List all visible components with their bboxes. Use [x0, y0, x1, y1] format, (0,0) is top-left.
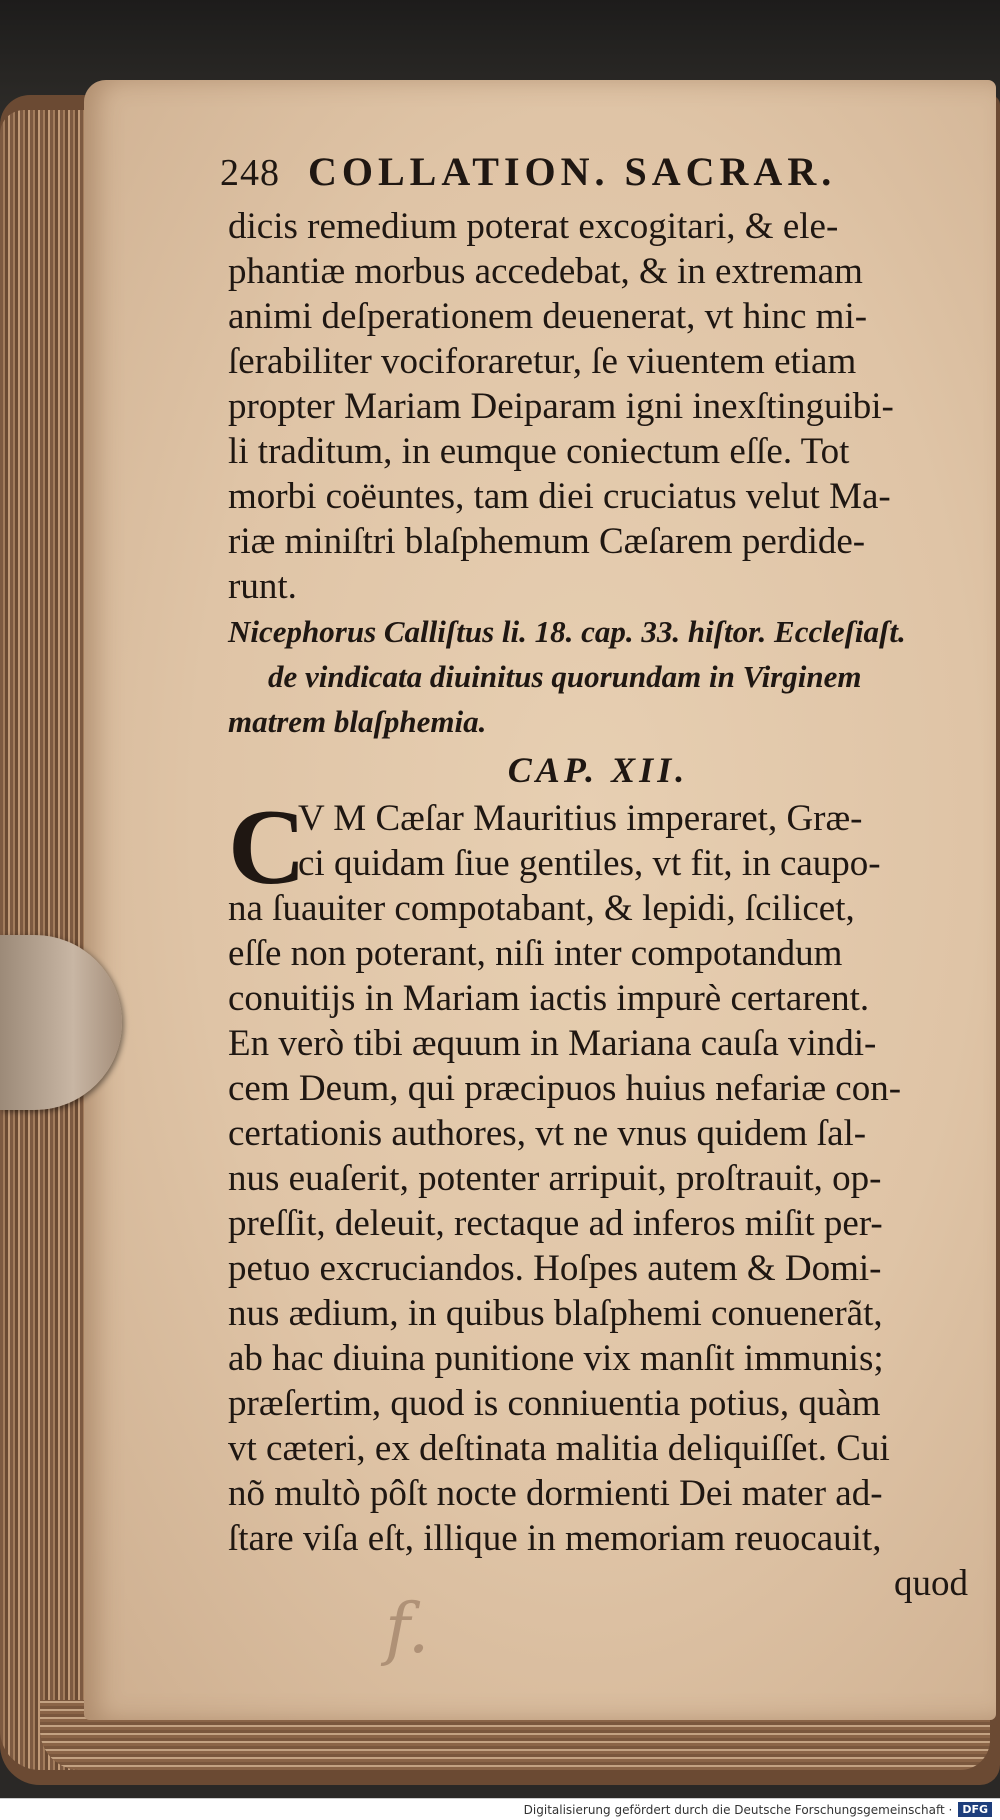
- citation-line: de vindicata diuinitus quorundam in Virginem: [268, 659, 862, 694]
- text-line: ci quidam ſiue gentiles, vt fit, in caupo-: [298, 843, 881, 884]
- chapter-heading: CAP. XII.: [507, 750, 689, 790]
- text-line: certationis authores, vt ne vnus quidem ſal-: [228, 1113, 867, 1154]
- text-line: ſerabiliter vociforaretur, ſe viuentem etiam: [228, 341, 857, 382]
- body-paragraph: [228, 204, 968, 609]
- text-line: En verò tibi æquum in Mariana cauſa vindi-: [228, 1023, 877, 1064]
- text-line: phantiæ morbus accedebat, & in extremam: [228, 251, 863, 292]
- source-citation: [228, 609, 968, 744]
- page-header: [220, 148, 968, 204]
- citation-line: Nicephorus Calliſtus li. 18. cap. 33. hiſtor. Eccleſiaſt.: [228, 614, 906, 649]
- text-line: nõ multò pôſt nocte dormienti Dei mater ad-: [228, 1473, 883, 1514]
- page-number: 248: [220, 152, 280, 194]
- text-line: propter Mariam Deiparam igni inexſtinguibi-: [228, 386, 894, 427]
- text-line: na ſuauiter compotabant, & lepidi, ſcilicet,: [228, 888, 855, 929]
- text-line: petuo excruciandos. Hoſpes autem & Domi-: [228, 1248, 882, 1289]
- text-line: conuitijs in Mariam iactis impurè certarent.: [228, 978, 870, 1019]
- text-line: vt cæteri, ex deſtinata malitia deliquiſſet. Cui: [228, 1428, 890, 1469]
- text-line: runt.: [228, 566, 297, 607]
- running-title: COLLATION. SACRAR.: [308, 149, 837, 194]
- text-line: nus ædium, in quibus blaſphemi conuenerãt,: [228, 1293, 883, 1334]
- pencil-folio-mark: f.: [385, 1590, 430, 1669]
- text-line: V M Cæſar Mauritius imperaret, Græ-: [298, 798, 863, 839]
- text-line: ſtare viſa eſt, illique in memoriam reuocauit,: [228, 1518, 882, 1559]
- dfg-logo: DFG: [958, 1802, 992, 1817]
- text-line: animi deſperationem deuenerat, vt hinc mi-: [228, 296, 868, 337]
- page-text: [220, 148, 968, 1606]
- text-line: preſſit, deleuit, rectaque ad inferos miſit per-: [228, 1203, 883, 1244]
- text-line: li traditum, in eumque coniectum eſſe. Tot: [228, 431, 850, 472]
- text-line: riæ miniſtri blaſphemum Cæſarem perdide-: [228, 521, 866, 562]
- citation-line: matrem blaſphemia.: [228, 704, 487, 739]
- text-line: nus euaſerit, potenter arripuit, proſtrauit, op-: [228, 1158, 882, 1199]
- text-line: cem Deum, qui præcipuos huius nefariæ con-: [228, 1068, 902, 1109]
- text-line: præſertim, quod is conniuentia potius, quàm: [228, 1383, 881, 1424]
- catchword: quod: [894, 1563, 968, 1604]
- digitization-credit: Digitalisierung gefördert durch die Deutsche Forschungsgemeinschaft ·: [523, 1802, 953, 1817]
- drop-cap: C: [228, 788, 306, 907]
- digitization-credit-bar: [0, 1798, 1000, 1820]
- text-line: morbi coëuntes, tam diei cruciatus velut Ma-: [228, 476, 891, 517]
- text-line: dicis remedium poterat excogitari, & ele-: [228, 206, 839, 247]
- chapter-paragraph: [228, 788, 968, 1606]
- text-line: eſſe non poterant, niſi inter compotandum: [228, 933, 843, 974]
- text-line: ab hac diuina punitione vix manſit immunis;: [228, 1338, 884, 1379]
